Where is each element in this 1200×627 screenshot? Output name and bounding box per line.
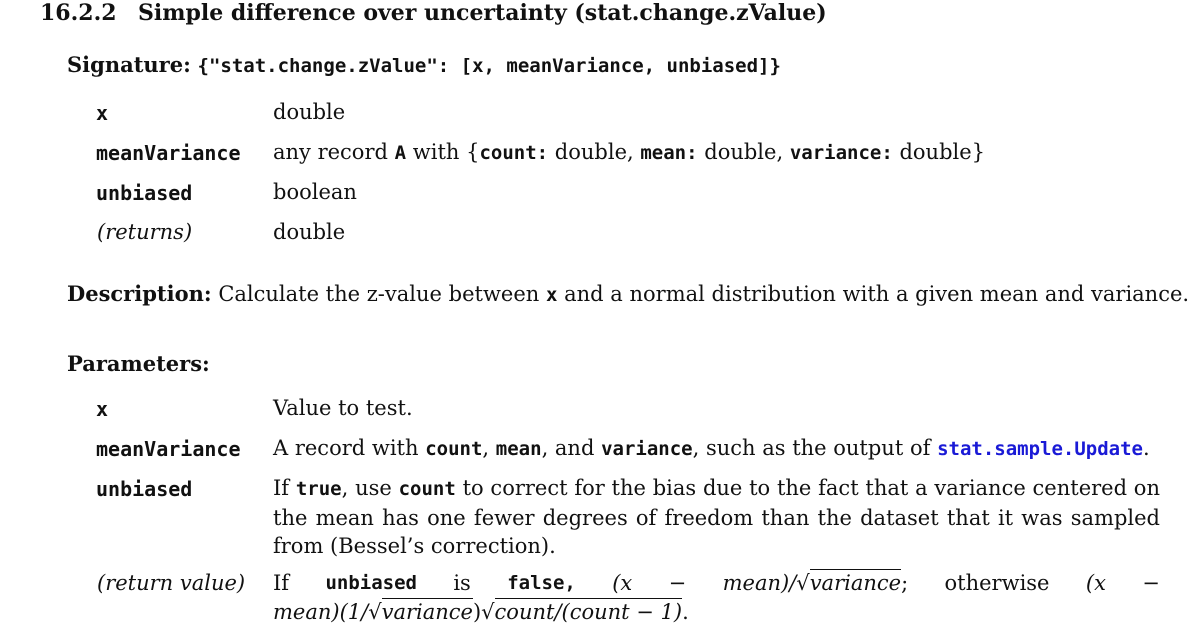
section-title: Simple difference over uncertainty (stat.change.zValue) bbox=[138, 0, 827, 26]
text: to correct for the bias due to the fact that a variance centered on the mean has one fewer degrees of freedom than the dataset that it was sampled from (Bessel’s correction). bbox=[273, 476, 1160, 558]
code-unbiased: unbiased bbox=[325, 572, 417, 594]
formula-sqrt-count: count/(count − 1) bbox=[494, 600, 683, 624]
description-text-end: and a normal distribution with a given mean and variance. bbox=[564, 282, 1190, 306]
code-true: true bbox=[295, 478, 342, 500]
signature-label: Signature: bbox=[67, 52, 191, 77]
param-desc-return-value bbox=[273, 569, 1160, 627]
text: , such as the output of bbox=[692, 436, 931, 460]
description-label: Description: bbox=[67, 281, 212, 306]
text: If bbox=[273, 476, 290, 500]
text: , and bbox=[541, 436, 595, 460]
type-value-meanvariance bbox=[273, 140, 985, 164]
type-name-x: x bbox=[96, 101, 109, 125]
param-name-meanvariance: meanVariance bbox=[96, 437, 241, 461]
text: If bbox=[273, 571, 290, 595]
formula: (x bbox=[612, 571, 633, 595]
type-with: with { bbox=[412, 140, 480, 164]
text: , use bbox=[341, 476, 392, 500]
type-prefix: any record bbox=[273, 140, 388, 164]
type-value-x: double bbox=[273, 100, 346, 124]
record-name: A bbox=[394, 142, 407, 164]
field-mean: mean: bbox=[640, 142, 698, 164]
formula-line-2 bbox=[273, 598, 1160, 627]
text: A record with bbox=[273, 436, 419, 460]
description-text: Calculate the z-value between bbox=[218, 282, 540, 306]
formula-close: )√ bbox=[472, 600, 495, 624]
code-mean: mean bbox=[495, 438, 542, 460]
field-variance: variance: bbox=[789, 142, 893, 164]
formula-mean: mean)/√ bbox=[722, 571, 810, 595]
code-false: false, bbox=[507, 572, 576, 594]
text: is bbox=[453, 571, 471, 595]
field-count-type: double, bbox=[554, 140, 634, 164]
formula: − bbox=[1142, 571, 1160, 595]
field-count: count: bbox=[479, 142, 549, 164]
formula bbox=[723, 569, 909, 598]
type-name-returns: (returns) bbox=[97, 220, 193, 244]
formula-mean: mean)(1/√ bbox=[273, 600, 382, 624]
signature-code: {"stat.change.zValue": [x, meanVariance, unbiased]} bbox=[197, 55, 781, 77]
param-name-return-value: (return value) bbox=[97, 571, 246, 595]
parameters-label: Parameters: bbox=[67, 351, 210, 376]
signature bbox=[67, 52, 781, 77]
param-desc-x: Value to test. bbox=[273, 396, 413, 420]
description-code: x bbox=[546, 284, 558, 306]
section-number: 16.2.2 bbox=[40, 0, 117, 26]
field-variance-type: double} bbox=[899, 140, 986, 164]
text: . bbox=[1142, 436, 1150, 460]
type-value-returns: double bbox=[273, 220, 346, 244]
formula: (x bbox=[1085, 571, 1106, 595]
section-heading bbox=[40, 0, 827, 26]
formula-sqrt-variance: variance bbox=[809, 571, 902, 595]
type-name-unbiased: unbiased bbox=[96, 181, 193, 205]
text: , bbox=[482, 436, 490, 460]
type-name-meanvariance: meanVariance bbox=[96, 141, 241, 165]
formula-end: . bbox=[682, 600, 689, 624]
code-count: count bbox=[398, 478, 456, 500]
type-value-unbiased: boolean bbox=[273, 180, 357, 204]
code-variance: variance bbox=[601, 438, 693, 460]
param-name-x: x bbox=[96, 397, 109, 421]
param-name-unbiased: unbiased bbox=[96, 477, 193, 501]
param-desc-unbiased bbox=[273, 474, 1160, 561]
description bbox=[67, 281, 1189, 306]
param-desc-meanvariance bbox=[273, 436, 1150, 460]
text: otherwise bbox=[944, 571, 1050, 595]
formula-semicolon: ; bbox=[901, 571, 909, 595]
field-mean-type: double, bbox=[704, 140, 784, 164]
link-stat-sample-update[interactable]: stat.sample.Update bbox=[937, 438, 1143, 460]
code-count: count bbox=[425, 438, 483, 460]
formula-sqrt-variance: variance bbox=[381, 600, 473, 624]
formula: − bbox=[668, 571, 687, 595]
